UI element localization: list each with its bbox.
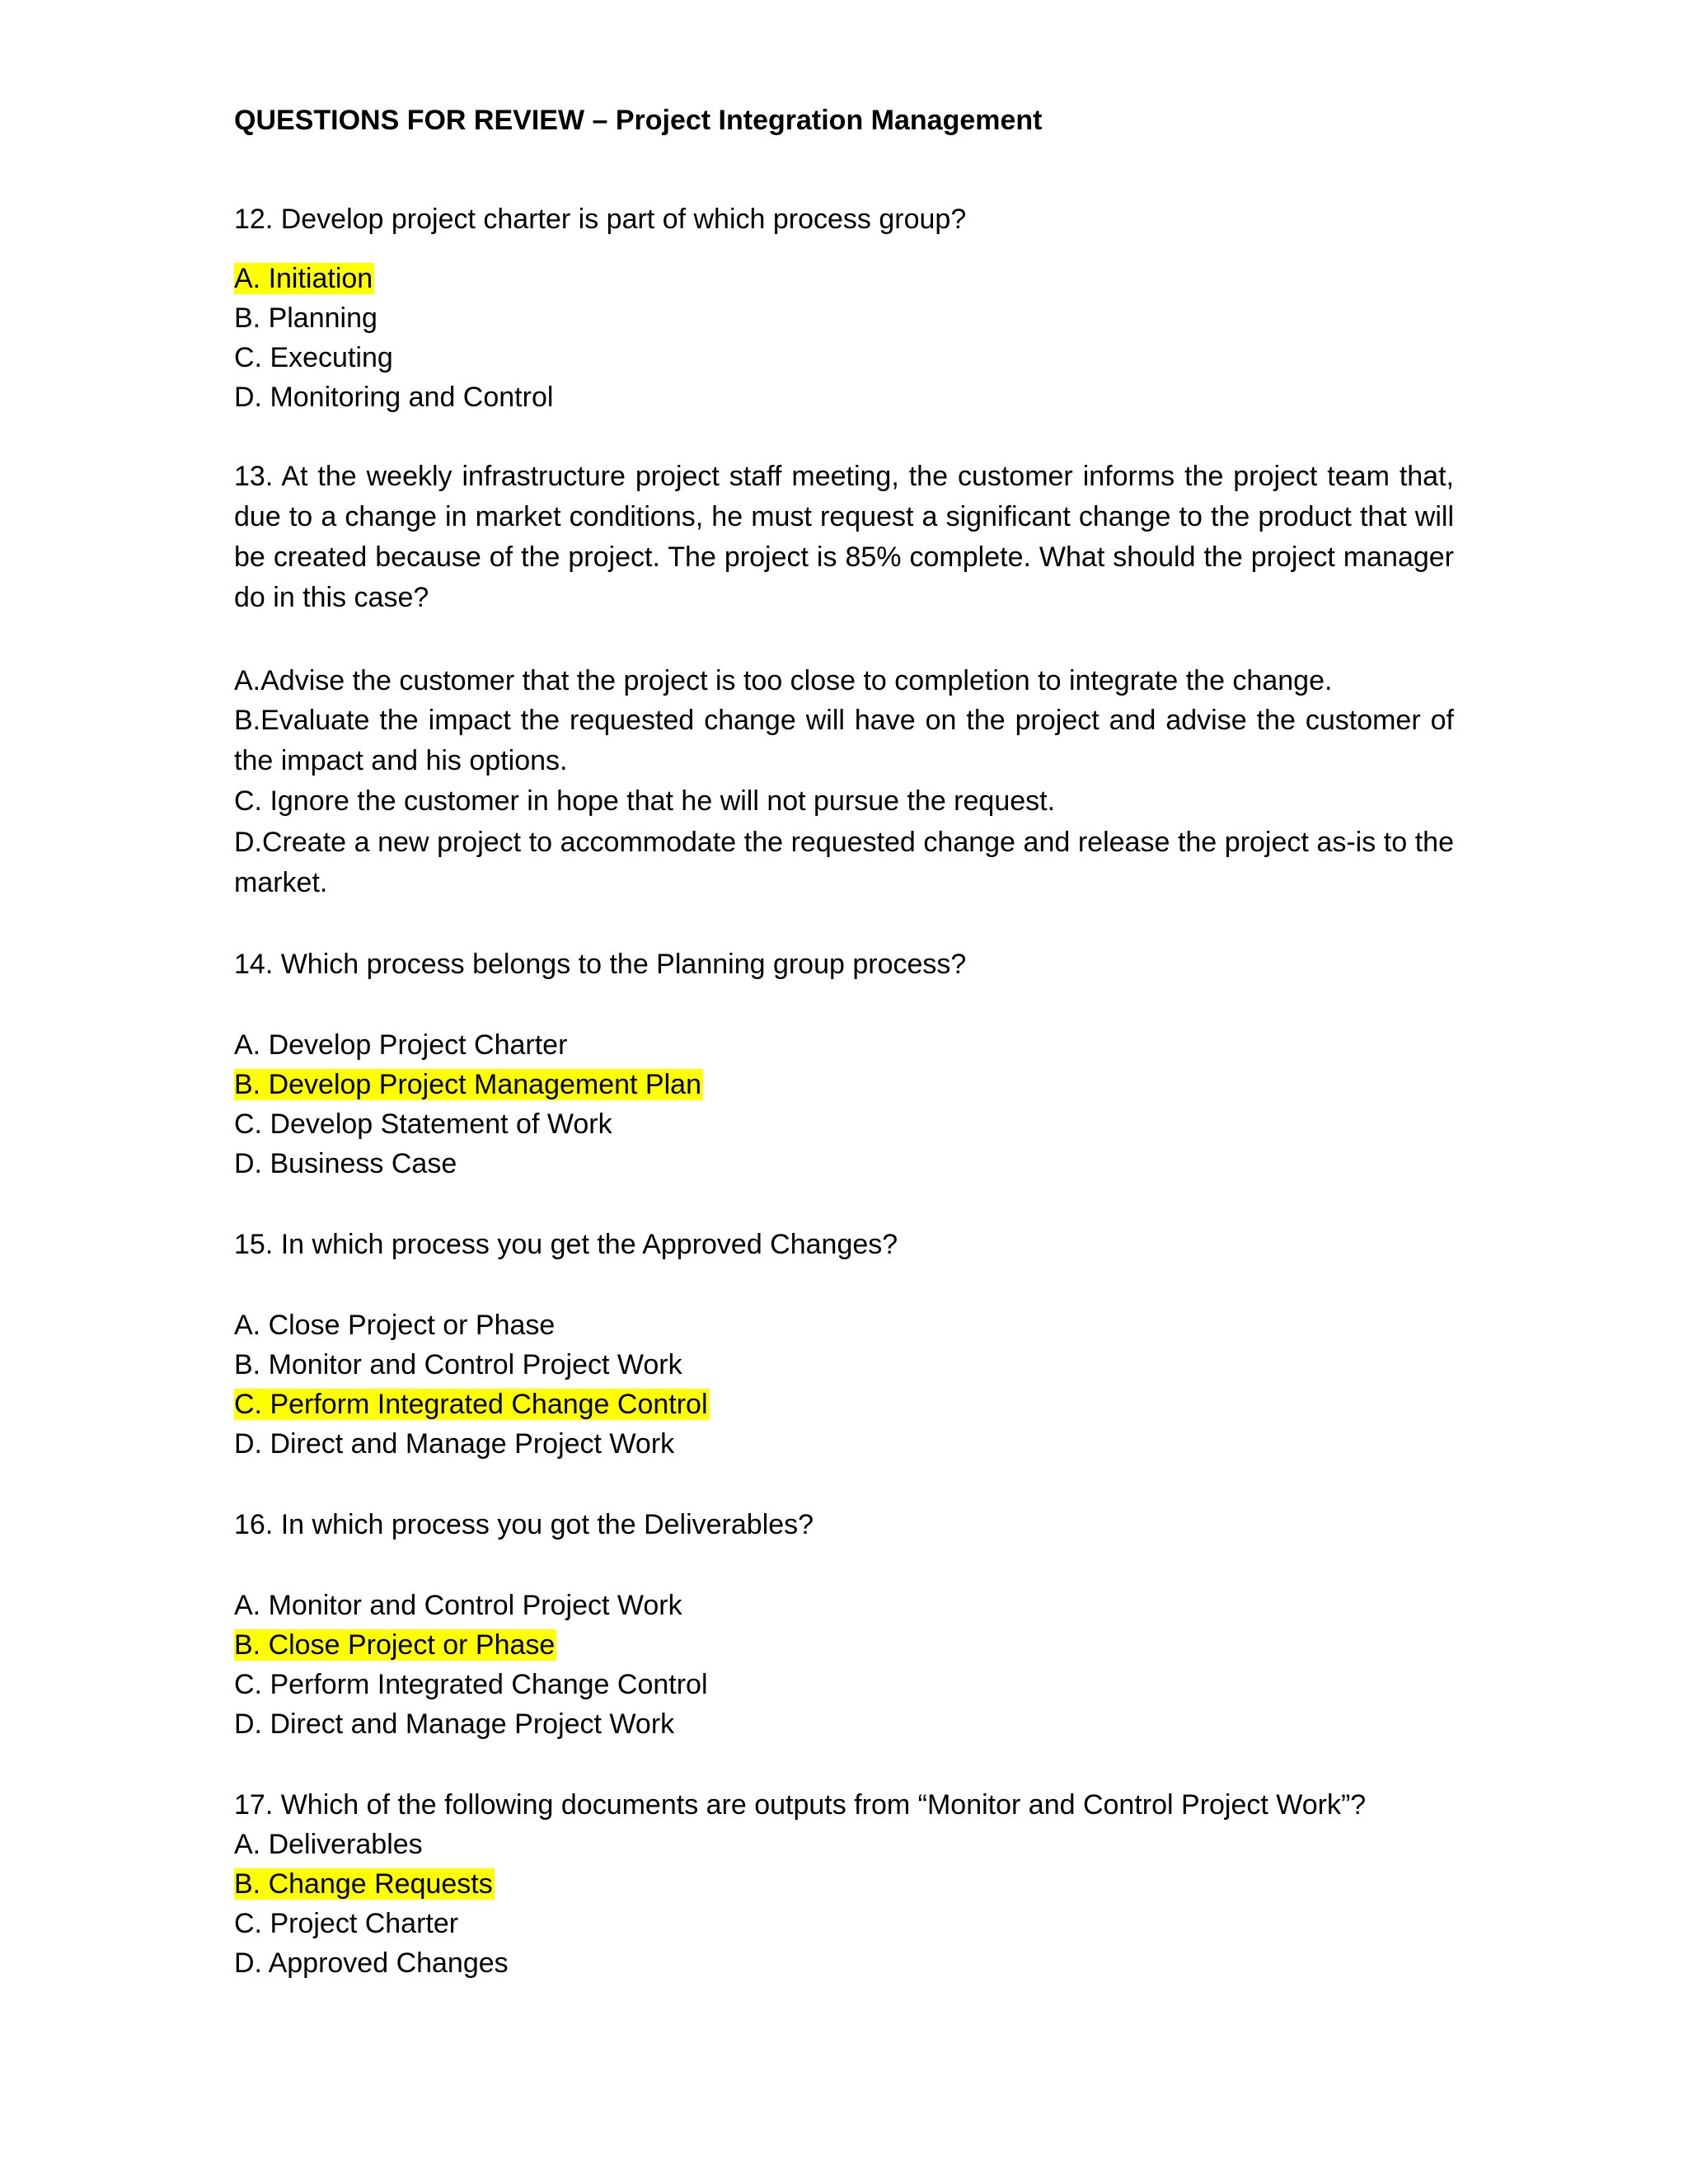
- question-15-option-c: [234, 1385, 710, 1424]
- question-12-option-c: C. Executing: [234, 342, 393, 373]
- question-15-stem: 15. In which process you get the Approved Changes?: [234, 1229, 898, 1260]
- question-16-option-c: C. Perform Integrated Change Control: [234, 1669, 708, 1700]
- question-16-option-b: [234, 1625, 556, 1665]
- question-12-option-b: B. Planning: [234, 302, 377, 334]
- question-13-option-b: B.Evaluate the impact the requested change will have on the project and advise the customer of the impact and his options.: [234, 705, 1454, 776]
- question-16-option-d: D. Direct and Manage Project Work: [234, 1708, 675, 1740]
- question-14-option-a: A. Develop Project Charter: [234, 1029, 568, 1061]
- answer-highlight: C. Perform Integrated Change Control: [234, 1389, 708, 1420]
- question-14-option-d: D. Business Case: [234, 1148, 457, 1179]
- question-13-stem: 13. At the weekly infrastructure project staff meeting, the customer informs the project team that, due to a change in market conditions, he must request a significant change to the product that will be created because of the project. The project is 85% complete. What should the project manager do in this case?: [234, 461, 1454, 613]
- question-13-option-d: D.Create a new project to accommodate the requested change and release the project as-is to the market.: [234, 827, 1454, 898]
- answer-highlight: B. Close Project or Phase: [234, 1629, 556, 1661]
- answer-highlight: B. Change Requests: [234, 1868, 493, 1900]
- question-16-option-a: A. Monitor and Control Project Work: [234, 1590, 682, 1621]
- question-17-option-a: A. Deliverables: [234, 1829, 423, 1860]
- question-17-option-c: C. Project Charter: [234, 1908, 459, 1939]
- question-13-option-c: C. Ignore the customer in hope that he will not pursue the request.: [234, 785, 1056, 817]
- question-12-option-a: [234, 259, 374, 298]
- question-14-stem: 14. Which process belongs to the Planning group process?: [234, 949, 967, 980]
- question-15-option-a: A. Close Project or Phase: [234, 1310, 556, 1341]
- question-14-option-b: [234, 1065, 703, 1104]
- question-17-option-b: [234, 1864, 495, 1904]
- question-12-stem: 12. Develop project charter is part of which process group?: [234, 204, 967, 235]
- question-17-stem: 17. Which of the following documents are outputs from “Monitor and Control Project Work”?: [234, 1789, 1367, 1821]
- question-16-stem: 16. In which process you got the Deliverables?: [234, 1509, 814, 1540]
- question-15-option-b: B. Monitor and Control Project Work: [234, 1349, 682, 1380]
- answer-highlight: A. Initiation: [234, 263, 373, 294]
- question-12-option-d: D. Monitoring and Control: [234, 382, 554, 413]
- question-13-option-a: A.Advise the customer that the project is too close to completion to integrate the change.: [234, 665, 1333, 696]
- answer-highlight: B. Develop Project Management Plan: [234, 1069, 701, 1100]
- question-15-option-d: D. Direct and Manage Project Work: [234, 1428, 675, 1460]
- document-title: QUESTIONS FOR REVIEW – Project Integration Management: [234, 105, 1043, 136]
- question-17-option-d: D. Approved Changes: [234, 1947, 509, 1979]
- question-14-option-c: C. Develop Statement of Work: [234, 1108, 612, 1140]
